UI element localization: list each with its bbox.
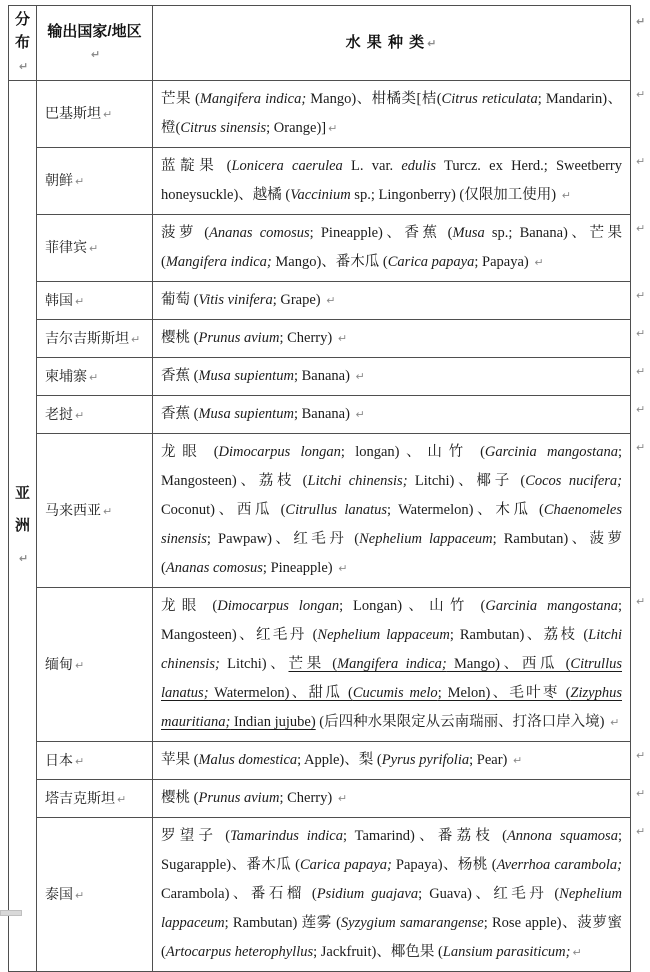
fruit-text-segment: Mangifera indica; — [337, 656, 447, 672]
row-margin-cell — [631, 742, 650, 780]
fruit-text-segment: ; Grape) — [273, 292, 325, 308]
fruit-text-segment: Pyrus pyrifolia — [382, 752, 469, 768]
country-label: 吉尔吉斯斯坦 — [45, 330, 129, 346]
fruit-text-segment: Musa — [452, 225, 484, 241]
fruit-text-segment: Psidium guajava — [317, 886, 418, 902]
fruit-text-segment: ; Mangosteen)、红毛丹 ( — [161, 598, 622, 643]
paragraph-mark-icon: ↵ — [338, 554, 347, 583]
fruit-text-segment: ; Mandarin)、橙( — [161, 91, 622, 136]
fruit-text-segment: Indian jujube) — [230, 714, 315, 730]
row-margin-cell — [631, 780, 650, 818]
paragraph-mark-icon: ↵ — [572, 938, 581, 967]
country-cell — [37, 148, 153, 215]
row-end-mark-icon: ↵ — [636, 403, 645, 416]
fruit-text-segment: ; Pineapple) — [263, 560, 336, 576]
paragraph-mark-icon: ↵ — [19, 55, 28, 78]
region-label: 亚洲 — [15, 485, 30, 534]
country-label: 柬埔寨 — [45, 368, 87, 384]
fruit-text-segment: Ananas comosus — [166, 560, 263, 576]
row-margin-cell — [631, 358, 650, 396]
table-row — [9, 320, 650, 358]
fruits-cell — [153, 780, 631, 818]
fruit-text-segment: Averrhoa carambola; — [497, 857, 622, 873]
fruit-text-segment: ; Pineapple)、香蕉 ( — [310, 225, 453, 241]
country-label: 缅甸 — [45, 656, 73, 672]
paragraph-mark-icon: ↵ — [75, 656, 84, 676]
table-row — [9, 282, 650, 320]
fruit-text-segment: ; Rose apple)、菠萝蜜 ( — [161, 915, 622, 960]
fruit-text-segment: Malus domestica — [198, 752, 297, 768]
fruit-text-segment: Nephelium lappaceum — [161, 886, 622, 931]
fruits-cell — [153, 588, 631, 742]
header-row — [9, 6, 650, 81]
fruit-text-segment: Nephelium lappaceum — [317, 627, 449, 643]
fruit-text-segment: Mango)、番木瓜 ( — [272, 254, 388, 270]
table-row — [9, 780, 650, 818]
fruit-text-segment: 芒果 ( — [161, 91, 200, 107]
fruit-text-segment: Litchi chinensis; — [161, 627, 622, 672]
fruit-text-segment: (后四种水果限定从云南瑞丽、打洛口岸入境) — [316, 714, 608, 730]
fruit-text-segment: ; Rambutan) 莲雾 ( — [225, 915, 341, 931]
table-row — [9, 215, 650, 282]
row-end-mark-icon: ↵ — [636, 289, 645, 302]
country-label: 塔吉克斯坦 — [45, 790, 115, 806]
fruit-text-segment: 樱桃 ( — [161, 330, 198, 346]
row-end-mark-icon: ↵ — [636, 825, 645, 838]
fruit-text-segment: Coconut)、西瓜 ( — [161, 502, 285, 518]
header-cell-fruits — [153, 6, 631, 81]
country-cell — [37, 320, 153, 358]
paragraph-mark-icon: ↵ — [338, 784, 347, 813]
fruit-text-segment: Turcz. ex Herd.; Sweetberry honeysuckle)、越橘 ( — [161, 158, 622, 203]
row-end-mark-icon: ↵ — [636, 155, 645, 168]
country-cell — [37, 81, 153, 148]
fruit-text-segment: Dimocarpus longan — [219, 444, 341, 460]
fruit-text-segment: Citrus reticulata — [442, 91, 538, 107]
row-margin-cell — [631, 282, 650, 320]
fruit-text-segment: ; Cherry) — [279, 790, 335, 806]
fruit-text-segment: ; Jackfruit)、椰色果 ( — [313, 944, 443, 960]
fruit-text-segment: Chaenomeles sinensis — [161, 502, 622, 547]
fruit-text-segment: Prunus avium — [198, 330, 279, 346]
country-cell — [37, 780, 153, 818]
paragraph-mark-icon: ↵ — [131, 330, 140, 350]
fruit-text-segment: 香蕉 ( — [161, 368, 198, 384]
fruit-text-segment: Citrus sinensis — [180, 120, 266, 136]
country-cell — [37, 396, 153, 434]
country-cell — [37, 742, 153, 780]
paragraph-mark-icon: ↵ — [75, 752, 84, 772]
fruits-cell — [153, 81, 631, 148]
fruit-text-segment: ; Papaya) — [474, 254, 532, 270]
fruit-text-segment: L. var. — [343, 158, 402, 174]
fruit-text-segment: ; Banana) — [294, 406, 354, 422]
fruit-text-segment: Watermelon)、甜瓜 ( — [209, 685, 353, 701]
header-margin-cell — [631, 6, 650, 81]
fruit-text-segment: Citrullus lanatus — [285, 502, 387, 518]
header-cell-country — [37, 6, 153, 81]
fruit-text-segment: ; Tamarind)、番荔枝 ( — [343, 828, 507, 844]
paragraph-mark-icon: ↵ — [610, 708, 619, 737]
fruit-text-segment: Lansium parasiticum; — [443, 944, 571, 960]
fruit-import-table — [8, 5, 650, 972]
fruit-text-segment: Mangifera indica; — [166, 254, 272, 270]
country-cell — [37, 434, 153, 588]
row-end-mark-icon: ↵ — [636, 787, 645, 800]
fruit-text-segment: 龙眼 ( — [161, 598, 217, 614]
row-margin-cell — [631, 320, 650, 358]
fruit-text-segment: ; Guava)、红毛丹 ( — [418, 886, 559, 902]
fruit-text-segment: ; Longan)、山竹 ( — [339, 598, 485, 614]
fruit-text-segment: 苹果 ( — [161, 752, 198, 768]
header-label-fruits: 水 果 种 类 — [346, 34, 426, 51]
paragraph-mark-icon: ↵ — [562, 181, 571, 210]
fruit-text-segment: Annona squamosa — [507, 828, 618, 844]
row-end-mark-icon: ↵ — [636, 365, 645, 378]
fruit-text-segment: Carambola)、番石榴 ( — [161, 886, 317, 902]
fruit-text-segment: ; Melon)、毛叶枣 ( — [438, 685, 571, 701]
header-label-country: 输出国家/地区 — [47, 23, 141, 40]
table-row — [9, 81, 650, 148]
fruit-text-segment: Cucumis melo — [353, 685, 438, 701]
fruit-text-segment: Musa supientum — [198, 406, 293, 422]
fruit-text-segment: ; longan)、山竹 ( — [341, 444, 485, 460]
fruit-text-segment: ; Watermelon)、木瓜 ( — [387, 502, 544, 518]
table-row — [9, 148, 650, 215]
fruit-text-segment: Vaccinium — [290, 187, 350, 203]
paragraph-mark-icon: ↵ — [328, 114, 337, 143]
fruit-text-segment: Zizyphus mauritiana; — [161, 685, 622, 730]
row-end-mark-icon: ↵ — [636, 11, 645, 33]
fruits-cell — [153, 282, 631, 320]
paragraph-mark-icon: ↵ — [356, 400, 365, 429]
row-end-mark-icon: ↵ — [636, 222, 645, 235]
row-margin-cell — [631, 818, 650, 972]
row-end-mark-icon: ↵ — [636, 327, 645, 340]
country-label: 韩国 — [45, 292, 73, 308]
country-label: 马来西亚 — [45, 502, 101, 518]
fruit-text-segment: Dimocarpus longan — [217, 598, 339, 614]
header-cell-region — [9, 6, 37, 81]
fruit-text-segment: ; Sugarapple)、番木瓜 ( — [161, 828, 622, 873]
fruit-text-segment: 罗望子 ( — [161, 828, 230, 844]
fruit-text-segment: Prunus avium — [198, 790, 279, 806]
paragraph-mark-icon: ↵ — [103, 502, 112, 522]
fruit-text-segment: Mango)、西瓜 ( — [447, 656, 571, 672]
row-end-mark-icon: ↵ — [636, 441, 645, 454]
fruit-text-segment: ; Pawpaw)、红毛丹 ( — [207, 531, 359, 547]
table-row — [9, 434, 650, 588]
header-label-region: 分布 — [15, 11, 30, 51]
region-cell — [9, 81, 37, 972]
fruit-text-segment: 香蕉 ( — [161, 406, 198, 422]
fruits-cell — [153, 215, 631, 282]
country-label: 老挝 — [45, 406, 73, 422]
fruit-text-segment: ; Pear) — [469, 752, 511, 768]
fruits-cell — [153, 358, 631, 396]
fruit-text-segment: Citrullus lanatus; — [161, 656, 622, 701]
row-end-mark-icon: ↵ — [636, 88, 645, 101]
country-label: 泰国 — [45, 886, 73, 902]
fruit-text-segment: ; Cherry) — [279, 330, 335, 346]
fruit-text-segment: Lonicera caerulea — [231, 158, 342, 174]
fruits-cell — [153, 320, 631, 358]
paragraph-mark-icon: ↵ — [513, 746, 522, 775]
paragraph-mark-icon: ↵ — [89, 368, 98, 388]
fruit-text-segment: edulis — [401, 158, 436, 174]
fruit-text-segment: 樱桃 ( — [161, 790, 198, 806]
fruit-text-segment: Carica papaya; — [300, 857, 392, 873]
country-label: 菲律宾 — [45, 239, 87, 255]
paragraph-mark-icon: ↵ — [19, 543, 28, 575]
paragraph-mark-icon: ↵ — [75, 406, 84, 426]
fruit-text-segment: 龙眼 ( — [161, 444, 219, 460]
paragraph-mark-icon: ↵ — [103, 105, 112, 125]
row-margin-cell — [631, 588, 650, 742]
fruit-text-segment: 葡萄 ( — [161, 292, 198, 308]
fruit-text-segment: ; Rambutan)、菠萝 ( — [161, 531, 622, 576]
fruit-text-segment: ; Banana) — [294, 368, 354, 384]
fruit-text-segment: Mango)、柑橘类[桔( — [306, 91, 441, 107]
fruit-text-segment: Litchi)、 — [220, 656, 289, 672]
country-label: 朝鲜 — [45, 172, 73, 188]
country-label: 巴基斯坦 — [45, 105, 101, 121]
table-row — [9, 396, 650, 434]
fruits-cell — [153, 742, 631, 780]
fruits-cell — [153, 818, 631, 972]
paragraph-mark-icon: ↵ — [356, 362, 365, 391]
fruit-text-segment: Syzygium samarangense — [341, 915, 484, 931]
country-cell — [37, 215, 153, 282]
table-row — [9, 742, 650, 780]
fruit-text-segment: Artocarpus heterophyllus — [166, 944, 313, 960]
paragraph-mark-icon: ↵ — [427, 33, 437, 55]
table-row — [9, 588, 650, 742]
row-margin-cell — [631, 434, 650, 588]
fruit-text-segment: ; Apple)、梨 ( — [297, 752, 382, 768]
fruit-text-segment: Nephelium lappaceum — [359, 531, 493, 547]
row-margin-cell — [631, 215, 650, 282]
fruit-text-segment: 菠萝 ( — [161, 225, 209, 241]
fruit-text-segment: Garcinia mangostana — [485, 444, 618, 460]
paragraph-mark-icon: ↵ — [117, 790, 126, 810]
country-cell — [37, 358, 153, 396]
paragraph-mark-icon: ↵ — [534, 248, 543, 277]
fruit-text-segment: Carica papaya — [388, 254, 475, 270]
fruits-cell — [153, 434, 631, 588]
fruits-cell — [153, 148, 631, 215]
fruit-text-segment: Tamarindus indica — [230, 828, 343, 844]
fruit-text-segment: Litchi)、椰子 ( — [408, 473, 526, 489]
row-margin-cell — [631, 148, 650, 215]
fruit-text-segment: sp.; Lingonberry) (仅限加工使用) — [351, 187, 560, 203]
country-cell — [37, 818, 153, 972]
fruit-text-segment: Ananas comosus — [209, 225, 310, 241]
fruit-text-segment: Litchi chinensis; — [308, 473, 408, 489]
fruit-text-segment: ; Orange)] — [266, 120, 326, 136]
document-page — [0, 5, 650, 917]
paragraph-mark-icon: ↵ — [338, 324, 347, 353]
paragraph-mark-icon: ↵ — [75, 886, 84, 906]
paragraph-mark-icon: ↵ — [91, 44, 100, 66]
country-label: 日本 — [45, 752, 73, 768]
fruit-text-segment: ; Rambutan)、荔枝 ( — [450, 627, 588, 643]
fruit-text-segment: Papaya)、杨桃 ( — [392, 857, 497, 873]
row-margin-cell — [631, 396, 650, 434]
row-margin-cell — [631, 81, 650, 148]
fruit-text-segment: Mangifera indica; — [200, 91, 306, 107]
country-cell — [37, 282, 153, 320]
fruit-text-segment: ; Mangosteen)、荔枝 ( — [161, 444, 622, 489]
table-row — [9, 818, 650, 972]
fruit-text-segment: Musa supientum — [198, 368, 293, 384]
row-end-mark-icon: ↵ — [636, 749, 645, 762]
paragraph-mark-icon: ↵ — [89, 239, 98, 259]
fruit-text-segment: Vitis vinifera — [198, 292, 272, 308]
fruit-text-segment: Cocos nucifera; — [525, 473, 622, 489]
paragraph-mark-icon: ↵ — [75, 292, 84, 312]
paragraph-mark-icon: ↵ — [75, 172, 84, 192]
table-body — [9, 81, 650, 972]
country-cell — [37, 588, 153, 742]
paragraph-mark-icon: ↵ — [326, 286, 335, 315]
fruit-text-segment: Garcinia mangostana — [485, 598, 618, 614]
row-end-mark-icon: ↵ — [636, 595, 645, 608]
fruits-cell — [153, 396, 631, 434]
fruit-text-segment: 芒果 ( — [289, 656, 338, 672]
table-row — [9, 358, 650, 396]
scrollbar-corner[interactable] — [0, 910, 22, 916]
fruit-text-segment: sp.; Banana)、芒果 ( — [161, 225, 622, 270]
fruit-text-segment: 蓝靛果 ( — [161, 158, 231, 174]
